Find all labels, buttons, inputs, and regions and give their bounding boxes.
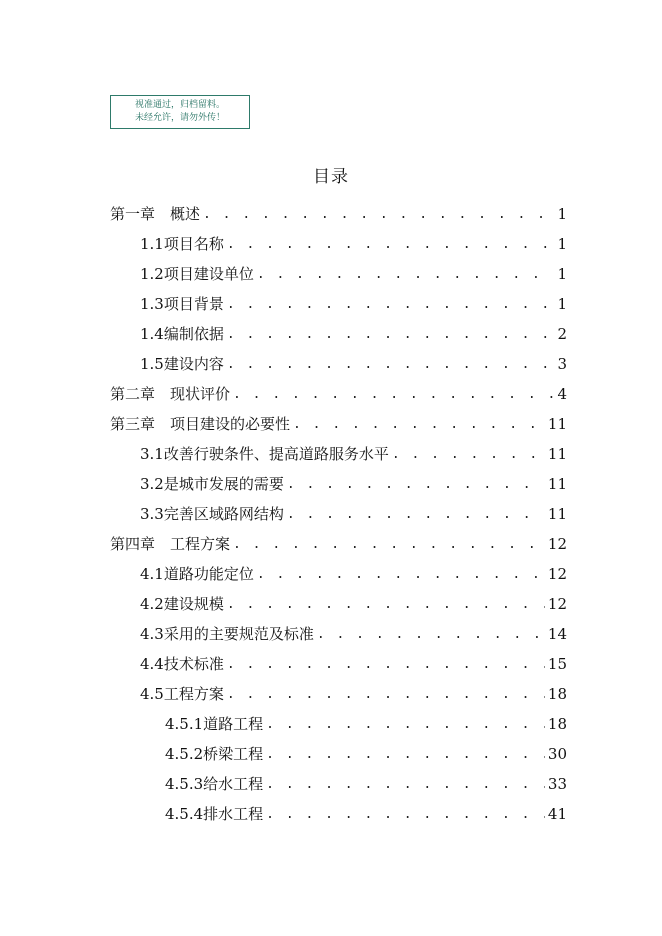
toc-entry[interactable] (110, 406, 567, 434)
toc-entry-label: 4.2建设规模 (140, 595, 224, 613)
toc-entry[interactable] (140, 556, 567, 584)
toc-entry-label: 3.3完善区域路网结构 (140, 505, 284, 523)
toc-entry[interactable] (140, 586, 567, 614)
toc-entry[interactable] (165, 766, 567, 794)
toc-entry-page-number: 18 (547, 685, 567, 703)
toc-entry[interactable] (140, 646, 567, 674)
toc-entry-label: 1.5建设内容 (140, 355, 224, 373)
toc-entry-label: 4.3采用的主要规范及标准 (140, 625, 314, 643)
toc-entry-page-number: 11 (547, 475, 567, 493)
toc-entry-page-number: 4 (557, 385, 567, 403)
toc-dot-leader (317, 626, 545, 644)
toc-dot-leader (266, 806, 545, 824)
toc-dot-leader (227, 656, 545, 674)
toc-title: 目录 (313, 167, 349, 187)
toc-entry-page-number: 1 (557, 265, 567, 283)
toc-entry-page-number: 15 (547, 655, 567, 673)
toc-entry-page-number: 1 (557, 205, 567, 223)
toc-entry-label: 第三章 项目建设的必要性 (110, 415, 291, 433)
toc-entry-page-number: 11 (547, 505, 567, 523)
toc-entry-label: 第四章 工程方案 (110, 535, 231, 553)
toc-entry-label: 3.1改善行驶条件、提高道路服务水平 (140, 445, 389, 463)
toc-entry-label: 4.5.3给水工程 (165, 775, 264, 793)
toc-entry[interactable] (140, 676, 567, 704)
confidential-stamp (110, 95, 250, 129)
toc-dot-leader (257, 266, 555, 284)
toc-entry-label: 1.1项目名称 (140, 235, 224, 253)
toc-entry-page-number: 1 (557, 235, 567, 253)
toc-entry[interactable] (165, 796, 567, 824)
stamp-line-1: 视准通过，归档留料。 (134, 100, 225, 110)
toc-entry-page-number: 18 (547, 715, 567, 733)
toc-entry-page-number: 11 (547, 415, 567, 433)
toc-entry-label: 4.5.1道路工程 (165, 715, 264, 733)
toc-entry-label: 1.3项目背景 (140, 295, 224, 313)
toc-dot-leader (287, 476, 545, 494)
toc-dot-leader (233, 386, 554, 404)
toc-entry-page-number: 1 (557, 295, 567, 313)
toc-entry-label: 4.5工程方案 (140, 685, 224, 703)
toc-entry-label: 3.2是城市发展的需要 (140, 475, 284, 493)
toc-entry[interactable] (140, 616, 567, 644)
toc-dot-leader (266, 716, 545, 734)
toc-entry[interactable] (140, 256, 567, 284)
toc-entry-page-number: 14 (547, 625, 567, 643)
toc-dot-leader (227, 326, 555, 344)
toc-entry[interactable] (165, 706, 567, 734)
toc-entry[interactable] (140, 316, 567, 344)
toc-dot-leader (227, 596, 545, 614)
toc-entry-label: 1.2项目建设单位 (140, 265, 254, 283)
toc-entry-label: 4.4技术标准 (140, 655, 224, 673)
toc-entry-page-number: 12 (547, 595, 567, 613)
toc-entry-label: 第一章 概述 (110, 205, 201, 223)
toc-dot-leader (203, 206, 554, 224)
toc-dot-leader (233, 536, 545, 554)
toc-entry-label: 4.1道路功能定位 (140, 565, 254, 583)
toc-dot-leader (266, 776, 545, 794)
toc-entry-label: 1.4编制依据 (140, 325, 224, 343)
toc-entry-page-number: 41 (547, 805, 567, 823)
toc-entry[interactable] (140, 466, 567, 494)
toc-entry-page-number: 30 (547, 745, 567, 763)
toc-entry[interactable] (110, 526, 567, 554)
toc-dot-leader (392, 446, 545, 464)
toc-dot-leader (227, 236, 555, 254)
toc-entry[interactable] (140, 226, 567, 254)
toc-entry[interactable] (140, 496, 567, 524)
toc-dot-leader (227, 686, 545, 704)
toc-entry-page-number: 12 (547, 565, 567, 583)
toc-dot-leader (293, 416, 545, 434)
toc-entry[interactable] (165, 736, 567, 764)
toc-dot-leader (227, 356, 555, 374)
stamp-line-2: 未经允许，请勿外传！ (134, 113, 225, 123)
toc-entry-page-number: 33 (547, 775, 567, 793)
toc-entry-label: 4.5.2桥梁工程 (165, 745, 264, 763)
toc-entry-page-number: 2 (557, 325, 567, 343)
toc-entry-label: 4.5.4排水工程 (165, 805, 264, 823)
toc-entry[interactable] (140, 436, 567, 464)
toc-entry[interactable] (140, 346, 567, 374)
toc-entry-page-number: 12 (547, 535, 567, 553)
toc-dot-leader (287, 506, 545, 524)
toc-dot-leader (266, 746, 545, 764)
toc-dot-leader (227, 296, 555, 314)
toc-entry-page-number: 3 (557, 355, 567, 373)
toc-entry[interactable] (110, 376, 567, 404)
toc-entry[interactable] (110, 196, 567, 224)
toc-dot-leader (257, 566, 545, 584)
toc-entry[interactable] (140, 286, 567, 314)
toc-entry-page-number: 11 (547, 445, 567, 463)
toc-entry-label: 第二章 现状评价 (110, 385, 231, 403)
